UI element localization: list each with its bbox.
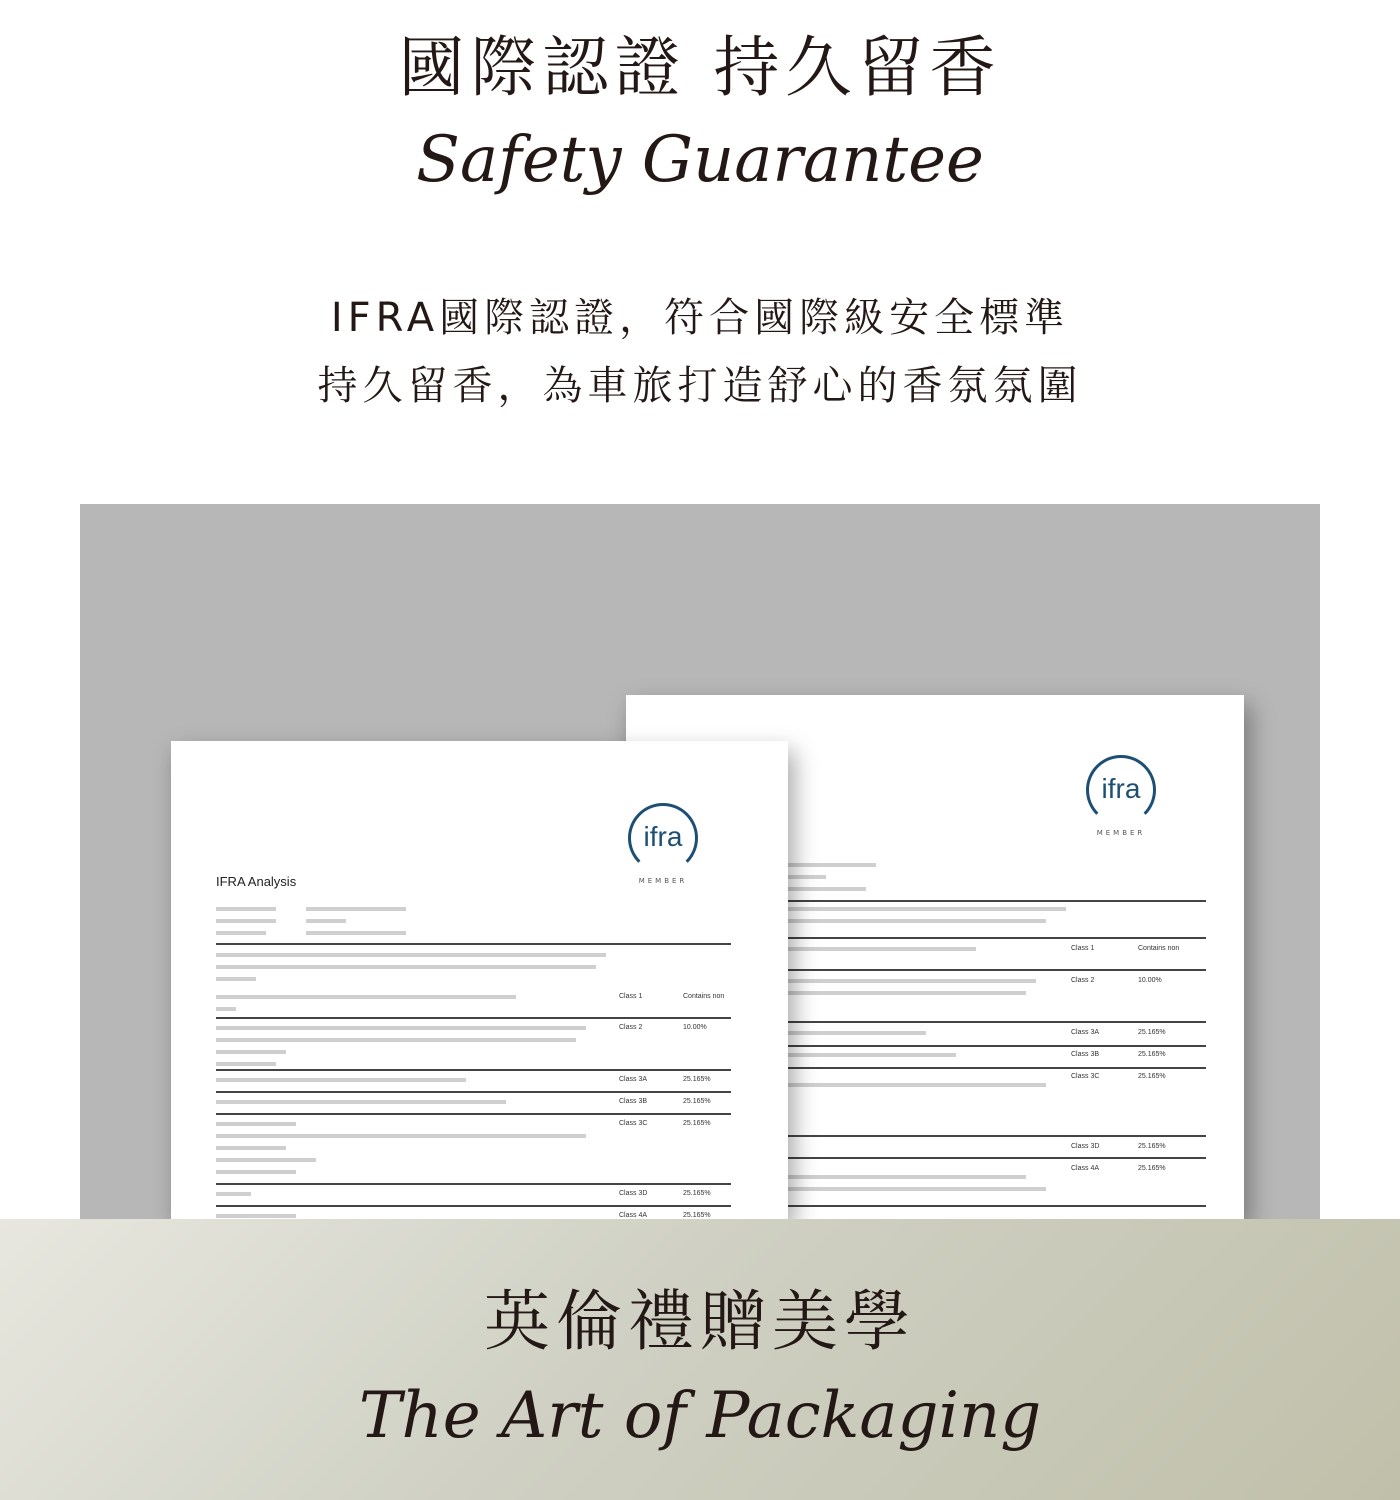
section-title-en: Safety Guarantee	[416, 123, 984, 197]
section-title-zh: 國際認證 持久留香	[398, 29, 1002, 106]
description-line-2: 持久留香，為車旅打造舒心的香氛氛圍	[317, 363, 1083, 409]
ifra-logo: ifra MEMBER	[623, 803, 703, 885]
ifra-certificate-front: ifra MEMBER IFRA Analysis Class 1 Contains non Class 2 10.00% Class 3A 25.165% Class 3B 25.165% Class 3C 25.165% Class 3D 25.165% Class 4A 25.165%	[171, 741, 788, 1220]
description-line-1: IFRA國際認證，符合國際級安全標準	[330, 295, 1070, 341]
ifra-certificate-back: ifra MEMBER Class 1 Contains non Class 2 10.00% Class 3A 25.165% Class 3B 25.165% Class 3C 25.165% Class 3D 25.165% Class 4A 25.165%	[626, 695, 1244, 1220]
ifra-logo: ifra MEMBER	[1081, 755, 1161, 837]
packaging-title-en: The Art of Packaging	[358, 1379, 1042, 1453]
packaging-title-zh: 英倫禮贈美學	[484, 1283, 916, 1360]
document-title: IFRA Analysis	[216, 874, 297, 889]
